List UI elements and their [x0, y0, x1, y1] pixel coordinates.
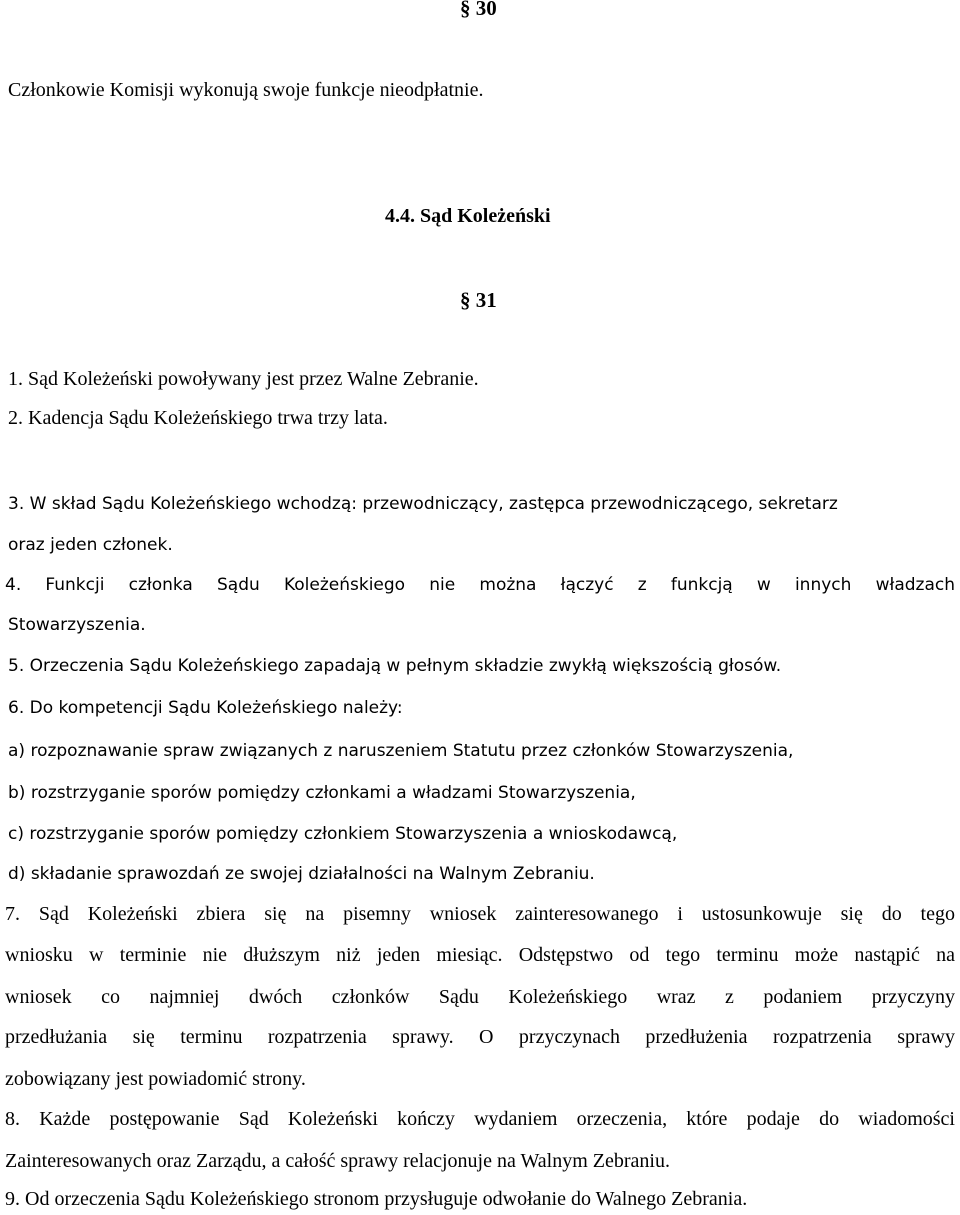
paragraph-7-line-1: 7. Sąd Koleżeński zbiera się na pisemny wniosek zainteresowanego i ustosunkowuje się do tego [5, 903, 955, 925]
paragraph-6-item-d: d) składanie sprawozdań ze swojej działalności na Walnym Zebraniu. [8, 864, 595, 884]
paragraph-9: 9. Od orzeczenia Sądu Koleżeńskiego stronom przysługuje odwołanie do Walnego Zebrania. [5, 1188, 748, 1210]
paragraph-8-line-2: Zainteresowanych oraz Zarządu, a całość sprawy relacjonuje na Walnym Zebraniu. [5, 1150, 670, 1172]
paragraph-3-line-1: 3. W skład Sądu Koleżeńskiego wchodzą: przewodniczący, zastępca przewodniczącego, sekretarz [8, 494, 838, 514]
paragraph-7-line-5: zobowiązany jest powiadomić strony. [5, 1068, 306, 1090]
section-heading-4-4: 4.4. Sąd Koleżeński [385, 205, 551, 227]
commission-unpaid-text: Członkowie Komisji wykonują swoje funkcje nieodpłatnie. [8, 79, 484, 101]
paragraph-7-line-2: wniosku w terminie nie dłuższym niż jeden miesiąc. Odstępstwo od tego terminu może nastąpić na [5, 944, 955, 966]
paragraph-7-line-4: przedłużania się terminu rozpatrzenia sprawy. O przyczynach przedłużenia rozpatrzenia sprawy [5, 1026, 955, 1048]
paragraph-4-line-1: 4. Funkcji członka Sądu Koleżeńskiego nie można łączyć z funkcją w innych władzach [5, 575, 955, 595]
paragraph-8-line-1: 8. Każde postępowanie Sąd Koleżeński kończy wydaniem orzeczenia, które podaje do wiadomości [5, 1108, 955, 1130]
paragraph-3-line-2: oraz jeden członek. [8, 535, 173, 555]
section-30-mark: § 30 [460, 0, 497, 20]
paragraph-6-item-c: c) rozstrzyganie sporów pomiędzy członkiem Stowarzyszenia a wnioskodawcą, [8, 824, 678, 844]
paragraph-4-line-2: Stowarzyszenia. [8, 615, 146, 635]
paragraph-6-item-b: b) rozstrzyganie sporów pomiędzy członkami a władzami Stowarzyszenia, [8, 783, 636, 803]
paragraph-1: 1. Sąd Koleżeński powoływany jest przez Walne Zebranie. [8, 368, 479, 390]
paragraph-2: 2. Kadencja Sądu Koleżeńskiego trwa trzy lata. [8, 407, 388, 429]
paragraph-7-line-3: wniosek co najmniej dwóch członków Sądu Koleżeńskiego wraz z podaniem przyczyny [5, 986, 955, 1008]
paragraph-5: 5. Orzeczenia Sądu Koleżeńskiego zapadają w pełnym składzie zwykłą większością głosów. [8, 656, 782, 676]
paragraph-6: 6. Do kompetencji Sądu Koleżeńskiego należy: [8, 698, 403, 718]
section-31-mark: § 31 [460, 288, 497, 312]
paragraph-6-item-a: a) rozpoznawanie spraw związanych z naruszeniem Statutu przez członków Stowarzyszenia, [8, 741, 794, 761]
